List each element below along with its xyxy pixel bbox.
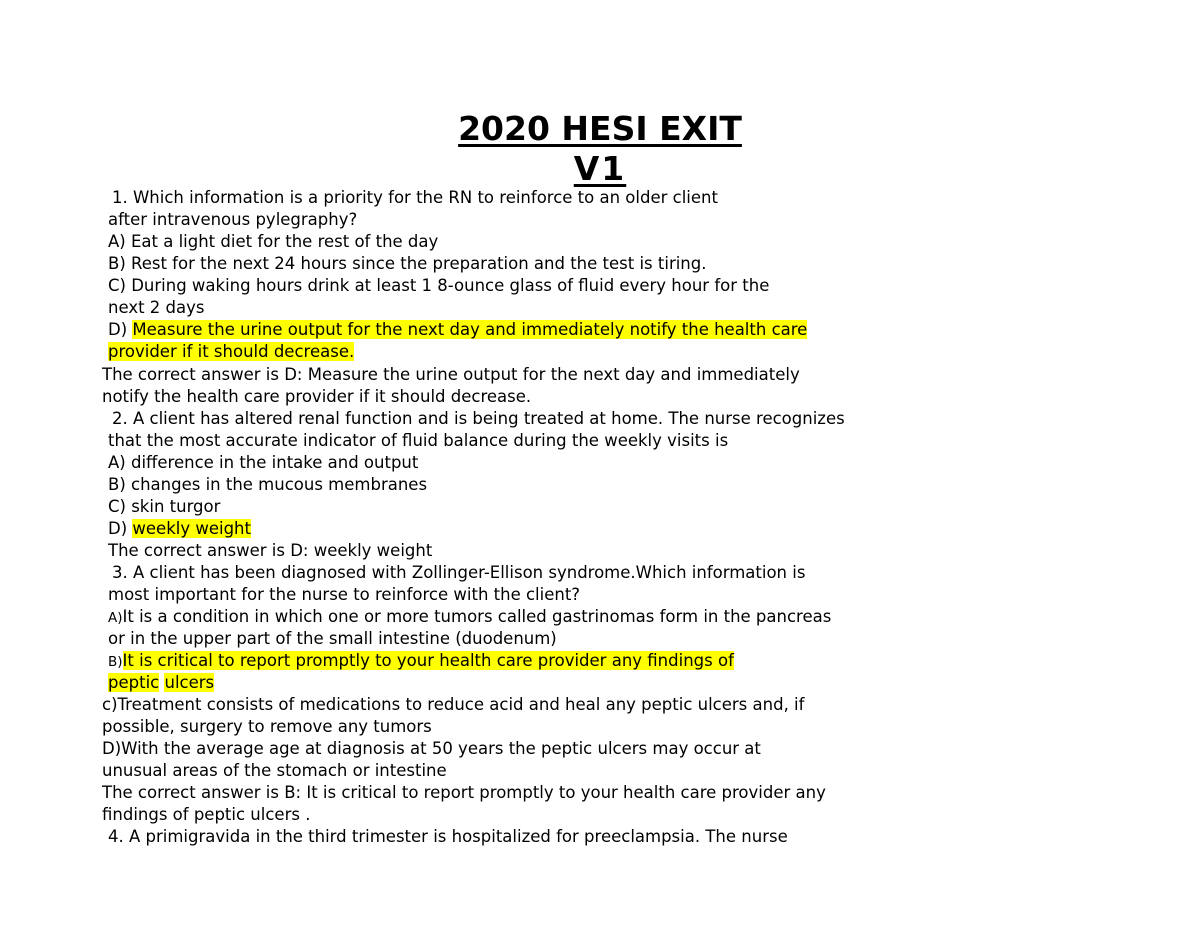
q3-stem-line2: most important for the nurse to reinforce with the client? xyxy=(108,585,581,604)
q3-option-a-line1 xyxy=(108,606,831,628)
q3-answer-line1: The correct answer is B: It is critical to report promptly to your health care provider any xyxy=(102,783,826,802)
q2-option-d-prefix: D) xyxy=(108,519,133,538)
q1-answer-line2: notify the health care provider if it should decrease. xyxy=(102,387,532,406)
q3-option-b-line2 xyxy=(108,672,214,694)
q3-option-d-line2: unusual areas of the stomach or intestine xyxy=(102,761,447,780)
q3-option-b-prefix: B) xyxy=(108,654,123,670)
q1-stem-line2: after intravenous pylegraphy? xyxy=(108,210,358,229)
q2-option-d-highlighted: weekly weight xyxy=(132,519,251,538)
q3-option-c-line1: c)Treatment consists of medications to reduce acid and heal any peptic ulcers and, if xyxy=(102,695,805,714)
q3-option-c-line2: possible, surgery to remove any tumors xyxy=(102,717,432,736)
q3-option-a-prefix: A) xyxy=(108,610,123,626)
q1-answer-line1: The correct answer is D: Measure the urine output for the next day and immediately xyxy=(102,365,800,384)
q1-option-d-line1 xyxy=(108,319,807,341)
q4-stem-line1: 4. A primigravida in the third trimester is hospitalized for preeclampsia. The nurse xyxy=(108,827,788,846)
q3-option-b-line1 xyxy=(108,650,734,672)
q1-option-d-line2 xyxy=(108,341,354,363)
q3-option-b-highlighted-word2: ulcers xyxy=(164,673,215,692)
q2-stem-line2: that the most accurate indicator of fluid balance during the weekly visits is xyxy=(108,431,729,450)
q3-option-b-highlighted: It is critical to report promptly to your health care provider any findings of xyxy=(122,651,734,670)
document-version: V1 xyxy=(573,149,627,188)
q3-option-d-line1: D)With the average age at diagnosis at 50 years the peptic ulcers may occur at xyxy=(102,739,761,758)
q3-option-a-line2: or in the upper part of the small intestine (duodenum) xyxy=(108,629,557,648)
q3-stem-line1: 3. A client has been diagnosed with Zollinger-Ellison syndrome.Which information is xyxy=(112,563,806,582)
q2-stem-line1: 2. A client has altered renal function and is being treated at home. The nurse recognizes xyxy=(112,409,845,428)
q2-option-a: A) difference in the intake and output xyxy=(108,453,419,472)
q1-option-d-highlighted: Measure the urine output for the next day and immediately notify the health care xyxy=(132,320,808,339)
q2-option-b: B) changes in the mucous membranes xyxy=(108,475,428,494)
q1-option-d-prefix: D) xyxy=(108,320,133,339)
q2-option-d xyxy=(108,518,251,540)
document-title: 2020 HESI EXIT xyxy=(458,109,742,148)
q1-option-c-line2: next 2 days xyxy=(108,298,205,317)
q3-option-b-highlighted-word1: peptic xyxy=(108,673,160,692)
q1-stem-line1: 1. Which information is a priority for the RN to reinforce to an older client xyxy=(112,188,718,207)
q1-option-c-line1: C) During waking hours drink at least 1 8-ounce glass of fluid every hour for the xyxy=(108,276,770,295)
q1-option-b: B) Rest for the next 24 hours since the preparation and the test is tiring. xyxy=(108,254,707,273)
q1-option-d-highlighted-cont: provider if it should decrease. xyxy=(108,342,355,361)
q3-answer-line2: findings of peptic ulcers . xyxy=(102,805,311,824)
q2-option-c: C) skin turgor xyxy=(108,497,221,516)
q3-option-a-text: It is a condition in which one or more tumors called gastrinomas form in the pancreas xyxy=(122,607,832,626)
q1-option-a: A) Eat a light diet for the rest of the day xyxy=(108,232,439,251)
q2-answer: The correct answer is D: weekly weight xyxy=(108,541,433,560)
